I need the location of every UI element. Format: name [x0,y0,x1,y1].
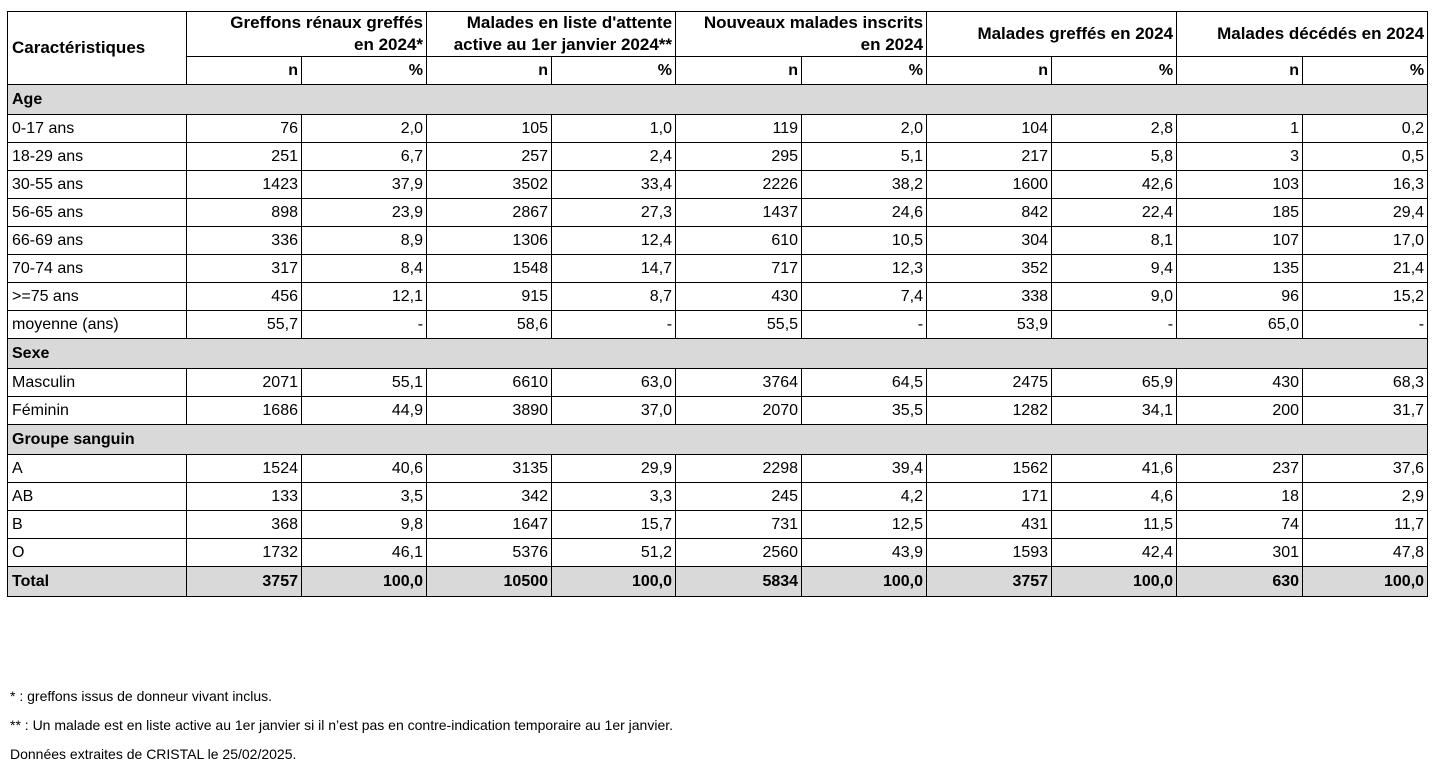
group-header-deceased [1177,12,1428,57]
percent-cell: 27,3 [552,199,676,227]
table-row [8,455,1428,483]
group-header-line1: Greffons rénaux greffés [230,13,424,32]
count-cell: 338 [927,283,1052,311]
percent-cell: 5,1 [802,143,927,171]
row-label: O [8,539,187,567]
percent-cell: 2,4 [552,143,676,171]
count-cell: 1600 [927,171,1052,199]
count-cell: 304 [927,227,1052,255]
table-row [8,311,1428,339]
count-cell: 119 [676,115,802,143]
table-row [8,397,1428,425]
percent-cell: 9,0 [1052,283,1177,311]
total-percent-cell: 100,0 [1303,567,1428,597]
total-label: Total [8,567,187,597]
count-cell: 1423 [187,171,302,199]
group-header-line2: active au 1er janvier 2024** [453,35,673,54]
percent-cell: - [1052,311,1177,339]
table-body [8,85,1428,597]
percent-cell: 38,2 [802,171,927,199]
percent-cell: 22,4 [1052,199,1177,227]
total-percent-cell: 100,0 [552,567,676,597]
total-count-cell: 10500 [427,567,552,597]
percent-cell: 63,0 [552,369,676,397]
percent-cell: 39,4 [802,455,927,483]
percent-cell: - [552,311,676,339]
header-row-groups [8,12,1428,57]
count-cell: 105 [427,115,552,143]
count-cell: 171 [927,483,1052,511]
group-header-waiting-list [427,12,676,57]
total-count-cell: 3757 [927,567,1052,597]
count-cell: 96 [1177,283,1303,311]
percent-cell: 9,8 [302,511,427,539]
count-cell: 2070 [676,397,802,425]
percent-cell: 3,3 [552,483,676,511]
percent-cell: 34,1 [1052,397,1177,425]
section-title: Groupe sanguin [8,425,1428,455]
count-cell: 2560 [676,539,802,567]
total-count-cell: 3757 [187,567,302,597]
row-label: Féminin [8,397,187,425]
total-percent-cell: 100,0 [302,567,427,597]
percent-cell: 37,0 [552,397,676,425]
group-header-new-registrations [676,12,927,57]
count-cell: 245 [676,483,802,511]
group-header-line1: Malades en liste d'attente [466,13,673,32]
percent-cell: 2,9 [1303,483,1428,511]
table-row [8,511,1428,539]
count-cell: 237 [1177,455,1303,483]
percent-cell: 1,0 [552,115,676,143]
count-cell: 915 [427,283,552,311]
count-cell: 3764 [676,369,802,397]
percent-cell: 47,8 [1303,539,1428,567]
percent-cell: 15,2 [1303,283,1428,311]
percent-cell: 8,7 [552,283,676,311]
count-cell: 3502 [427,171,552,199]
count-cell: 1306 [427,227,552,255]
count-cell: 55,7 [187,311,302,339]
subheader-percent: % [302,57,427,85]
count-cell: 1593 [927,539,1052,567]
row-label: 66-69 ans [8,227,187,255]
subheader-percent: % [1052,57,1177,85]
section-header-row [8,85,1428,115]
count-cell: 3890 [427,397,552,425]
row-label: 30-55 ans [8,171,187,199]
row-label: A [8,455,187,483]
subheader-percent: % [1303,57,1428,85]
count-cell: 3 [1177,143,1303,171]
group-header-line1: Nouveaux malades inscrits [703,13,924,32]
table-row [8,199,1428,227]
count-cell: 1548 [427,255,552,283]
count-cell: 2226 [676,171,802,199]
section-header-row [8,339,1428,369]
total-row [8,567,1428,597]
count-cell: 2475 [927,369,1052,397]
count-cell: 18 [1177,483,1303,511]
table-row [8,539,1428,567]
count-cell: 1686 [187,397,302,425]
percent-cell: 31,7 [1303,397,1428,425]
subheader-n: n [427,57,552,85]
count-cell: 342 [427,483,552,511]
count-cell: 731 [676,511,802,539]
row-label: 0-17 ans [8,115,187,143]
count-cell: 133 [187,483,302,511]
percent-cell: 46,1 [302,539,427,567]
count-cell: 1437 [676,199,802,227]
row-label: moyenne (ans) [8,311,187,339]
count-cell: 1732 [187,539,302,567]
percent-cell: 64,5 [802,369,927,397]
percent-cell: 12,4 [552,227,676,255]
percent-cell: - [302,311,427,339]
percent-cell: 68,3 [1303,369,1428,397]
count-cell: 717 [676,255,802,283]
percent-cell: 29,4 [1303,199,1428,227]
total-count-cell: 5834 [676,567,802,597]
count-cell: 2298 [676,455,802,483]
total-count-cell: 630 [1177,567,1303,597]
percent-cell: 15,7 [552,511,676,539]
percent-cell: 44,9 [302,397,427,425]
count-cell: 58,6 [427,311,552,339]
percent-cell: 29,9 [552,455,676,483]
percent-cell: 43,9 [802,539,927,567]
percent-cell: 12,1 [302,283,427,311]
count-cell: 842 [927,199,1052,227]
count-cell: 352 [927,255,1052,283]
percent-cell: 17,0 [1303,227,1428,255]
group-header-kidney-grafts [187,12,427,57]
footnote-active-list: ** : Un malade est en liste active au 1er janvier si il n’est pas en contre-indication temporaire au 1er janvier. [10,717,674,733]
count-cell: 103 [1177,171,1303,199]
section-header-row [8,425,1428,455]
percent-cell: 33,4 [552,171,676,199]
percent-cell: 14,7 [552,255,676,283]
percent-cell: 8,9 [302,227,427,255]
subheader-percent: % [802,57,927,85]
section-title: Sexe [8,339,1428,369]
count-cell: 251 [187,143,302,171]
row-label: 56-65 ans [8,199,187,227]
row-label: >=75 ans [8,283,187,311]
percent-cell: 7,4 [802,283,927,311]
count-cell: 3135 [427,455,552,483]
group-header-line1: Malades greffés en 2024 [977,24,1174,43]
group-header-grafted [927,12,1177,57]
count-cell: 1647 [427,511,552,539]
percent-cell: 23,9 [302,199,427,227]
row-label: 70-74 ans [8,255,187,283]
percent-cell: 55,1 [302,369,427,397]
table-row [8,483,1428,511]
percent-cell: - [1303,311,1428,339]
percent-cell: 5,8 [1052,143,1177,171]
count-cell: 295 [676,143,802,171]
count-cell: 5376 [427,539,552,567]
group-header-line1: Malades décédés en 2024 [1217,24,1425,43]
characteristics-table [7,11,1428,597]
percent-cell: 12,5 [802,511,927,539]
count-cell: 2071 [187,369,302,397]
percent-cell: 2,0 [302,115,427,143]
total-percent-cell: 100,0 [802,567,927,597]
count-cell: 104 [927,115,1052,143]
count-cell: 74 [1177,511,1303,539]
header-row-subcolumns [8,57,1428,85]
group-header-line2: en 2024* [354,35,424,54]
percent-cell: 4,2 [802,483,927,511]
count-cell: 65,0 [1177,311,1303,339]
percent-cell: 16,3 [1303,171,1428,199]
percent-cell: 21,4 [1303,255,1428,283]
subheader-n: n [927,57,1052,85]
percent-cell: 41,6 [1052,455,1177,483]
percent-cell: 4,6 [1052,483,1177,511]
row-label: Masculin [8,369,187,397]
count-cell: 257 [427,143,552,171]
percent-cell: 12,3 [802,255,927,283]
percent-cell: 9,4 [1052,255,1177,283]
table-row [8,369,1428,397]
count-cell: 430 [676,283,802,311]
total-percent-cell: 100,0 [1052,567,1177,597]
row-label: B [8,511,187,539]
count-cell: 610 [676,227,802,255]
count-cell: 185 [1177,199,1303,227]
table-row [8,283,1428,311]
count-cell: 1 [1177,115,1303,143]
count-cell: 368 [187,511,302,539]
count-cell: 76 [187,115,302,143]
subheader-n: n [1177,57,1303,85]
footnote-source: Données extraites de CRISTAL le 25/02/2025. [10,746,297,762]
percent-cell: 6,7 [302,143,427,171]
percent-cell: 2,0 [802,115,927,143]
percent-cell: 0,5 [1303,143,1428,171]
percent-cell: 35,5 [802,397,927,425]
count-cell: 431 [927,511,1052,539]
subheader-n: n [676,57,802,85]
percent-cell: 40,6 [302,455,427,483]
count-cell: 898 [187,199,302,227]
row-label: AB [8,483,187,511]
count-cell: 1282 [927,397,1052,425]
section-title: Age [8,85,1428,115]
percent-cell: 8,1 [1052,227,1177,255]
percent-cell: 37,9 [302,171,427,199]
percent-cell: - [802,311,927,339]
percent-cell: 51,2 [552,539,676,567]
percent-cell: 0,2 [1303,115,1428,143]
count-cell: 200 [1177,397,1303,425]
percent-cell: 11,5 [1052,511,1177,539]
table-row [8,115,1428,143]
count-cell: 336 [187,227,302,255]
count-cell: 301 [1177,539,1303,567]
percent-cell: 2,8 [1052,115,1177,143]
row-label: 18-29 ans [8,143,187,171]
count-cell: 6610 [427,369,552,397]
subheader-n: n [187,57,302,85]
percent-cell: 3,5 [302,483,427,511]
percent-cell: 11,7 [1303,511,1428,539]
group-header-line2: en 2024 [860,35,924,54]
count-cell: 217 [927,143,1052,171]
count-cell: 1524 [187,455,302,483]
percent-cell: 8,4 [302,255,427,283]
count-cell: 135 [1177,255,1303,283]
count-cell: 317 [187,255,302,283]
count-cell: 430 [1177,369,1303,397]
percent-cell: 65,9 [1052,369,1177,397]
table-row [8,255,1428,283]
subheader-percent: % [552,57,676,85]
percent-cell: 42,6 [1052,171,1177,199]
percent-cell: 10,5 [802,227,927,255]
percent-cell: 24,6 [802,199,927,227]
count-cell: 2867 [427,199,552,227]
table-row [8,227,1428,255]
count-cell: 456 [187,283,302,311]
footnote-donor: * : greffons issus de donneur vivant inclus. [10,688,273,704]
characteristics-header: Caractéristiques [8,12,187,85]
table-row [8,143,1428,171]
count-cell: 107 [1177,227,1303,255]
footnotes [10,682,673,769]
count-cell: 55,5 [676,311,802,339]
count-cell: 1562 [927,455,1052,483]
table-row [8,171,1428,199]
percent-cell: 42,4 [1052,539,1177,567]
percent-cell: 37,6 [1303,455,1428,483]
count-cell: 53,9 [927,311,1052,339]
